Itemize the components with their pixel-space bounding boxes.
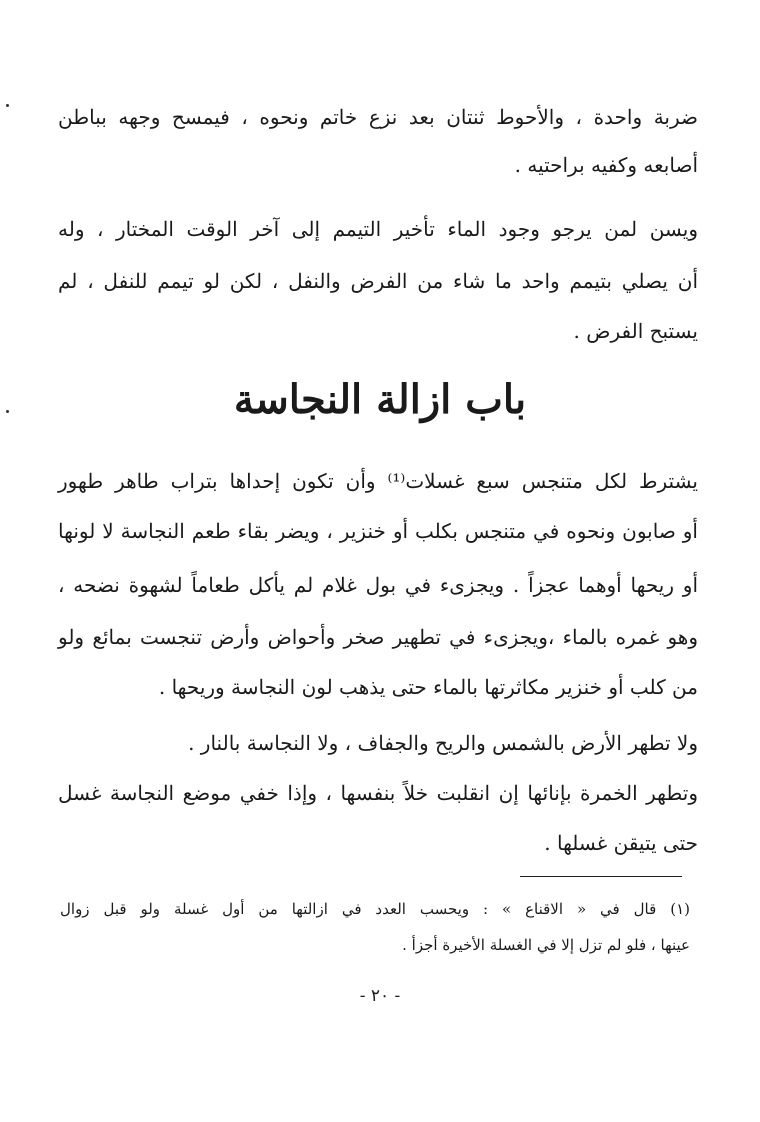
paragraph-line: يستبح الفرض . [573,319,698,343]
paragraph-line: أصابعه وكفيه براحتيه . [514,153,698,177]
paragraph-line: أن يصلي بتيمم واحد ما شاء من الفرض والنفل ، لكن لو تيمم للنفل ، لم [58,269,698,293]
paragraph-line: ضربة واحدة ، والأحوط ثنتان بعد نزع خاتم ونحوه ، فيمسح وجهه بباطن [58,105,698,129]
paragraph-line: من كلب أو خنزير مكاثرتها بالماء حتى يذهب لون النجاسة وريحها . [158,675,698,699]
footnote-line: عينها ، فلو لم تزل إلا في الغسلة الأخيرة أجزأ . [402,936,690,954]
paragraph-line: يشترط لكل متنجس سبع غسلات⁽¹⁾ وأن تكون إحداها بتراب طاهر طهور [58,469,699,493]
paragraph-line: ولا تطهر الأرض بالشمس والريح والجفاف ، ولا النجاسة بالنار . [188,731,698,755]
page-number: - ٢٠ - [359,986,401,1006]
paragraph-line: وهو غمره بالماء ،ويجزىء في تطهير صخر وأحواض وأرض تنجست بمائع ولو [58,625,698,649]
paragraph-line: أو ريحها أوهما عجزاً . ويجزىء في بول غلام لم يأكل طعاماً لشهوة نضحه ، [58,573,698,597]
paragraph-line: أو صابون ونحوه في متنجس بكلب أو خنزير ، ويضر بقاء طعم النجاسة لا لونها [58,519,698,543]
paragraph-line: ويسن لمن يرجو وجود الماء تأخير التيمم إلى آخر الوقت المختار ، وله [58,217,698,241]
footnote-separator [520,876,682,877]
section-heading: باب ازالة النجاسة [233,376,527,423]
paragraph-line: وتطهر الخمرة بإنائها إن انقلبت خلاً بنفسها ، وإذا خفي موضع النجاسة غسل [58,781,698,805]
paragraph-line: حتى يتيقن غسلها . [544,831,698,855]
footnote-line: (١) قال في « الاقناع » : ويحسب العدد في ازالتها من أول غسلة ولو قبل زوال [60,900,690,918]
margin-mark [6,104,9,107]
